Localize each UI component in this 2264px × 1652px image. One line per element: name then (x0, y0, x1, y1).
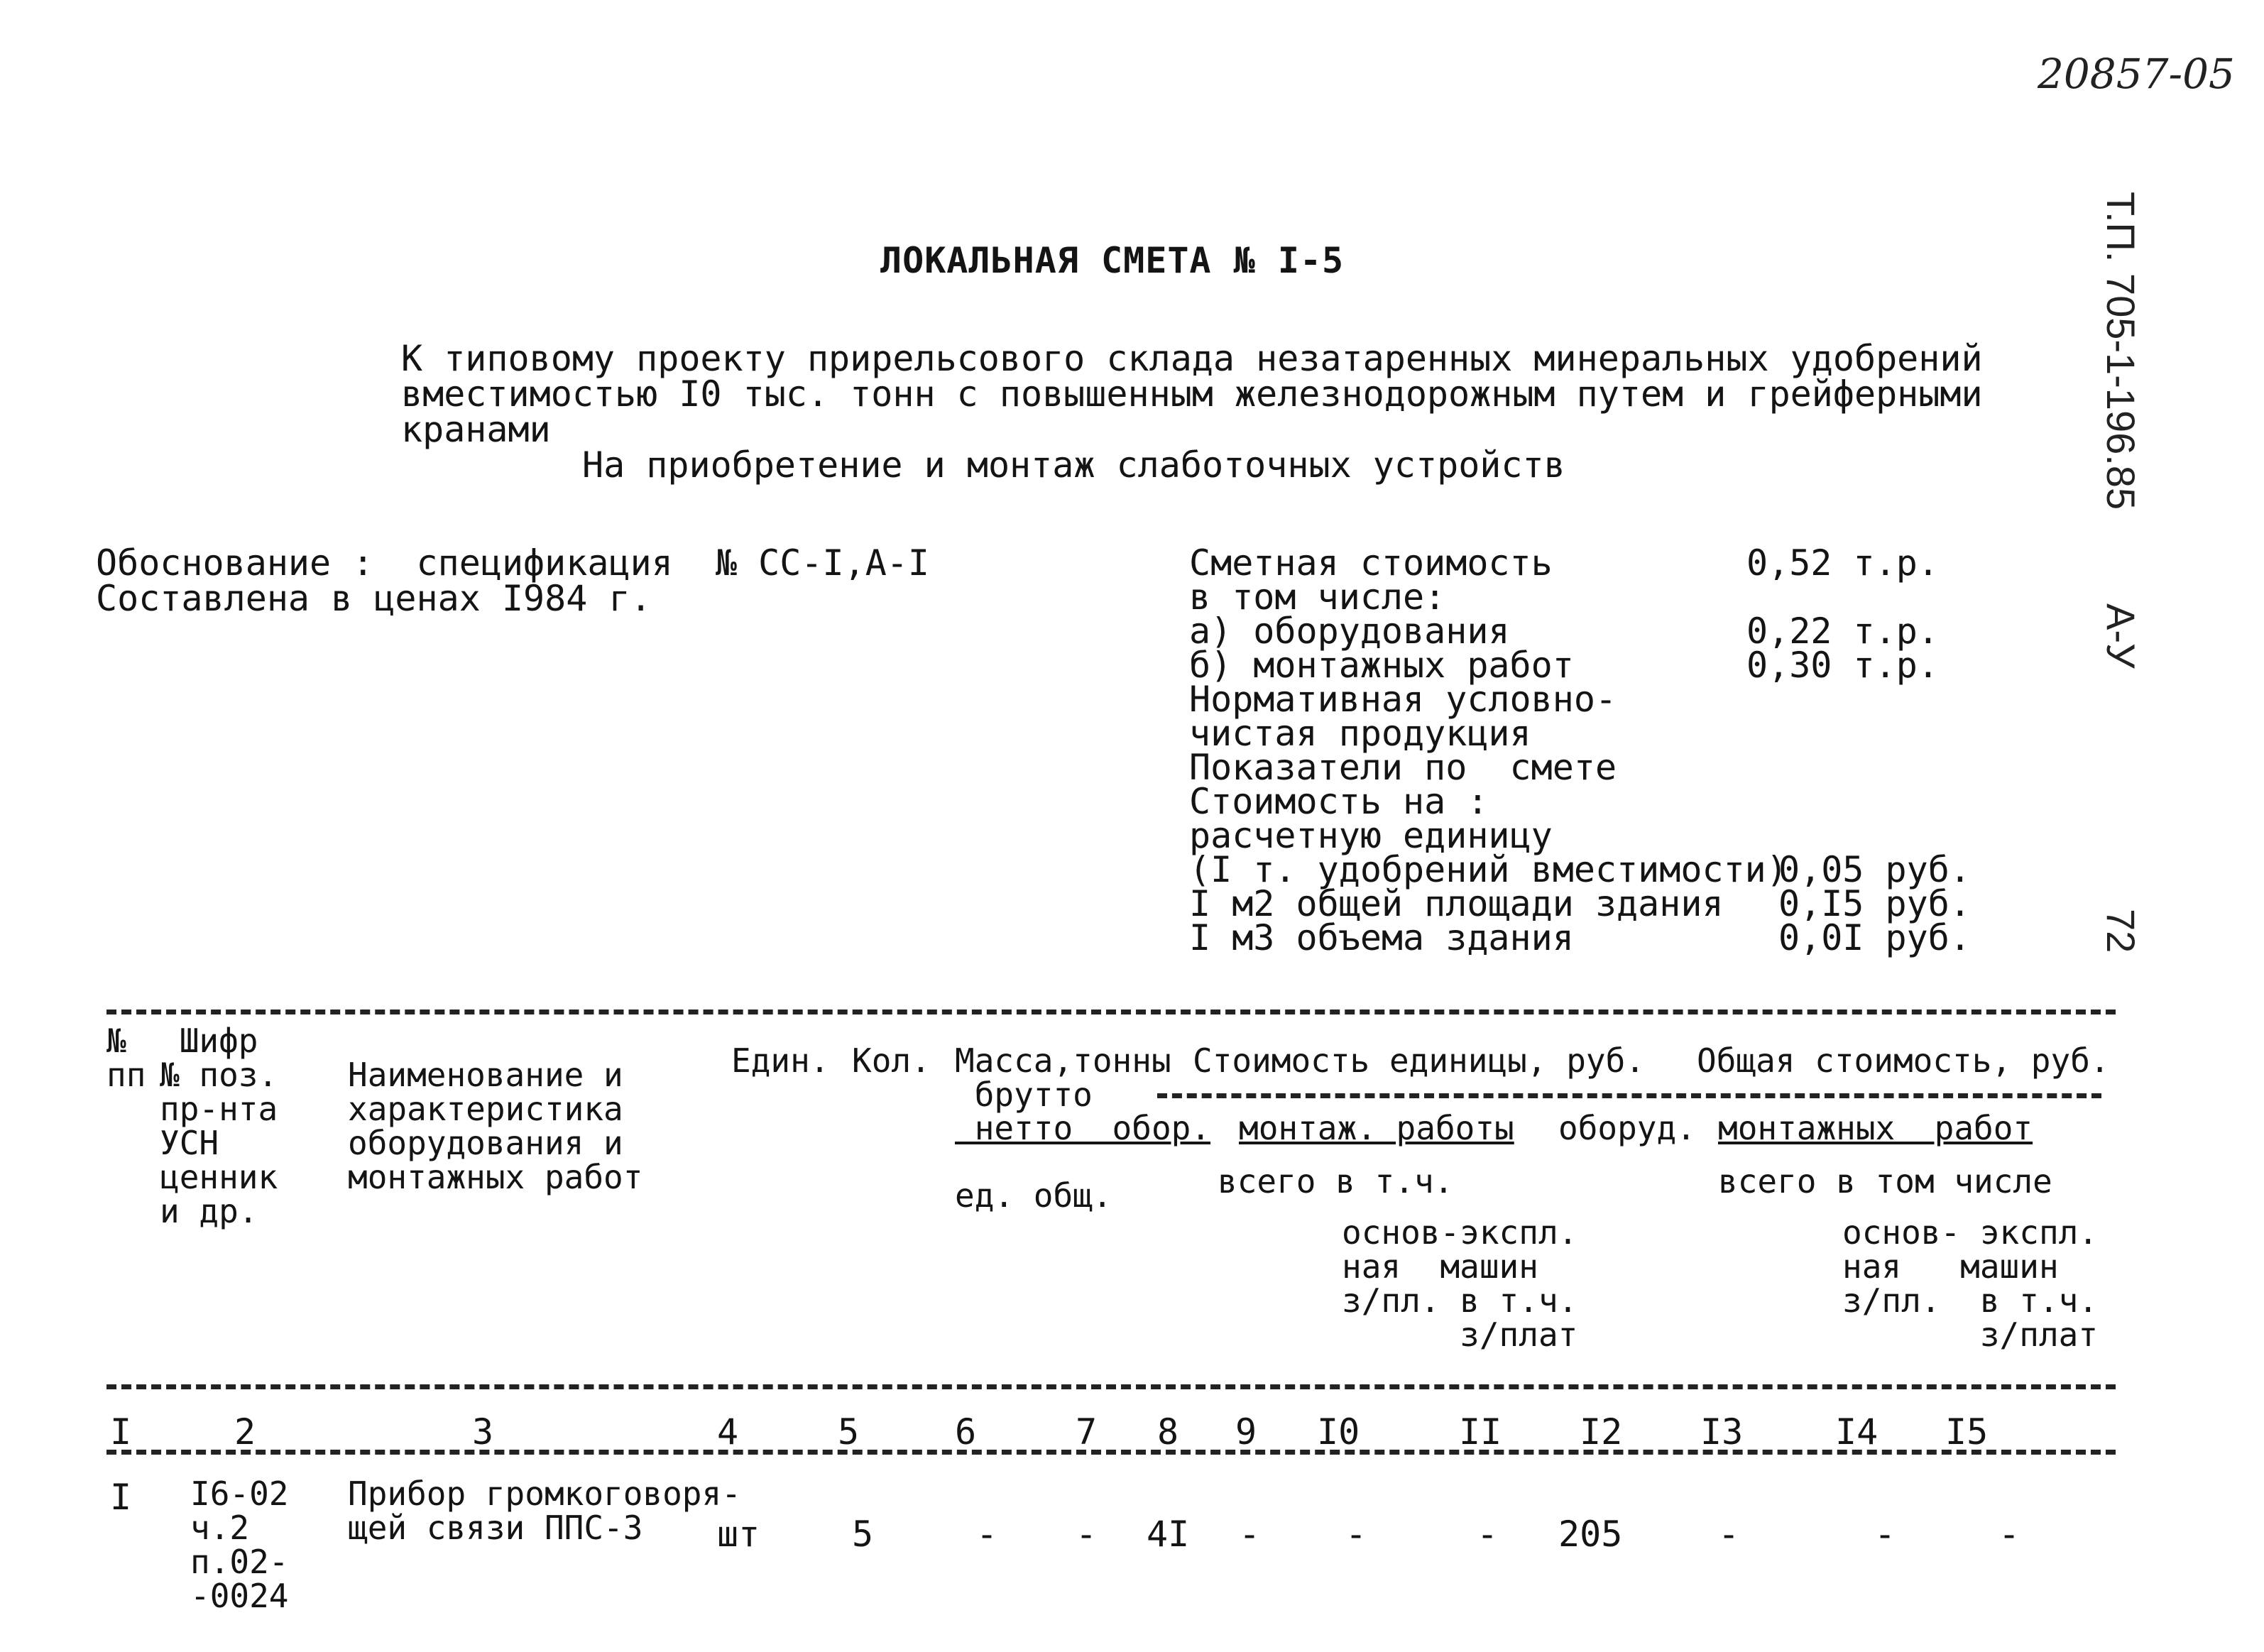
col-number: 7 (1076, 1411, 1098, 1453)
row-c15: - (1998, 1514, 2020, 1555)
table-top-rule (106, 1010, 2116, 1014)
summary-label: Стоимость на : (1189, 781, 1489, 822)
summary-label: Нормативная условно- (1189, 679, 1617, 720)
side-project-code: Т.П. 705-1-196.85 (2099, 192, 2143, 510)
side-album-label: А-У (2099, 603, 2143, 669)
summary-value: 0,30 т.р. (1746, 645, 1939, 686)
header-total-sub: монтажных работ (1718, 1109, 2033, 1147)
summary-value: 0,05 руб. (1778, 849, 1971, 890)
basis-line: Обоснование : спецификация № СС-I,А-I (96, 542, 929, 584)
col-number: II (1459, 1411, 1502, 1453)
col-number: 6 (955, 1411, 977, 1453)
row-c9: - (1239, 1514, 1261, 1555)
document-title: ЛОКАЛЬНАЯ СМЕТА № I-5 (880, 240, 1345, 281)
col-number: 9 (1235, 1411, 1257, 1453)
col-number: 5 (838, 1411, 860, 1453)
row-c8: 4I (1147, 1514, 1190, 1555)
header-code: Шифр № поз. пр-нта УСН ценник и др. (160, 1022, 278, 1230)
header-row-number: № пп (106, 1022, 146, 1094)
header-mass: Масса,тонны брутто (955, 1041, 1171, 1114)
col-number: I4 (1835, 1411, 1879, 1453)
corner-archive-number: 20857-05 (2038, 50, 2235, 98)
col-number: I3 (1700, 1411, 1744, 1453)
header-bottom-rule (106, 1384, 2116, 1389)
header-ed-obsh: ед. общ. (955, 1176, 1112, 1215)
summary-label: (I т. удобрений вместимости) (1189, 849, 1788, 890)
row-number: I (110, 1477, 132, 1518)
header-unit: Един. (731, 1041, 830, 1080)
row-c11: - (1477, 1514, 1499, 1555)
header-total-cost: Общая стоимость, руб. (1697, 1041, 2110, 1080)
summary-label: I м2 общей площади здания (1189, 883, 1724, 924)
unit-cost-rule (1157, 1093, 2101, 1098)
summary-label: чистая продукция (1189, 713, 1531, 754)
row-c13: - (1718, 1514, 1740, 1555)
row-unit: шт (717, 1514, 760, 1555)
summary-label: а) оборудования (1189, 611, 1510, 652)
header-total-osn: основ- экспл. ная машин з/пл. в т.ч. з/плат (1842, 1213, 2099, 1354)
header-total-vsego: всего в том числе (1718, 1162, 2052, 1200)
col-number: 8 (1157, 1411, 1179, 1453)
summary-label: Показатели по смете (1189, 747, 1617, 788)
header-unit-cost: Стоимость единицы, руб. (1193, 1041, 1645, 1080)
col-number: I2 (1580, 1411, 1623, 1453)
header-unit-cost-sub: монтаж. работы (1239, 1109, 1514, 1147)
col-number: I0 (1317, 1411, 1360, 1453)
header-unit-osn: основ-экспл. ная машин з/пл. в т.ч. з/плат (1342, 1213, 1578, 1354)
summary-label: Сметная стоимость (1189, 542, 1553, 584)
side-page-number: 72 (2099, 909, 2143, 953)
summary-label: расчетную единицу (1189, 815, 1553, 856)
row-c14: - (1874, 1514, 1896, 1555)
summary-value: 0,0I руб. (1778, 917, 1971, 958)
summary-value: 0,I5 руб. (1778, 883, 1971, 924)
summary-label: б) монтажных работ (1189, 645, 1574, 686)
row-c6: - (976, 1514, 998, 1555)
row-qty: 5 (852, 1514, 874, 1555)
header-mass-sub: нетто обор. (955, 1109, 1211, 1147)
subtitle-line-3: кранами (401, 409, 551, 450)
col-number: 3 (472, 1411, 494, 1453)
header-name: Наименование и характеристика оборудования и монтажных работ (348, 1056, 643, 1196)
header-quantity: Кол. (852, 1041, 931, 1080)
row-c10: - (1345, 1514, 1367, 1555)
summary-value: 0,52 т.р. (1746, 542, 1939, 584)
row-c7: - (1076, 1514, 1098, 1555)
header-oborud: оборуд. (1558, 1109, 1696, 1147)
header-unit-vsego: всего в т.ч. (1218, 1162, 1454, 1200)
compiled-line: Составлена в ценах I984 г. (96, 578, 652, 619)
row-code: I6-02 ч.2 п.02- -0024 (190, 1475, 289, 1615)
subtitle-purpose: На приобретение и монтаж слаботочных устройств (582, 444, 1565, 486)
summary-label: в том числе: (1189, 576, 1446, 618)
subtitle-line-2: вместимостью I0 тыс. тонн с повышенным железнодорожным путем и грейферными (401, 373, 1983, 415)
summary-label: I м3 объема здания (1189, 917, 1574, 958)
subtitle-line-1: К типовому проекту прирельсового склада незатаренных минеральных удобрений (401, 338, 1983, 379)
col-number: I (110, 1411, 132, 1453)
col-number: 4 (717, 1411, 739, 1453)
summary-value: 0,22 т.р. (1746, 611, 1939, 652)
col-number: 2 (234, 1411, 256, 1453)
col-number: I5 (1945, 1411, 1989, 1453)
row-name: Прибор громкоговоря- щей связи ППС-3 (348, 1475, 741, 1547)
row-c12: 205 (1558, 1514, 1623, 1555)
col-numbers-rule (106, 1450, 2116, 1455)
